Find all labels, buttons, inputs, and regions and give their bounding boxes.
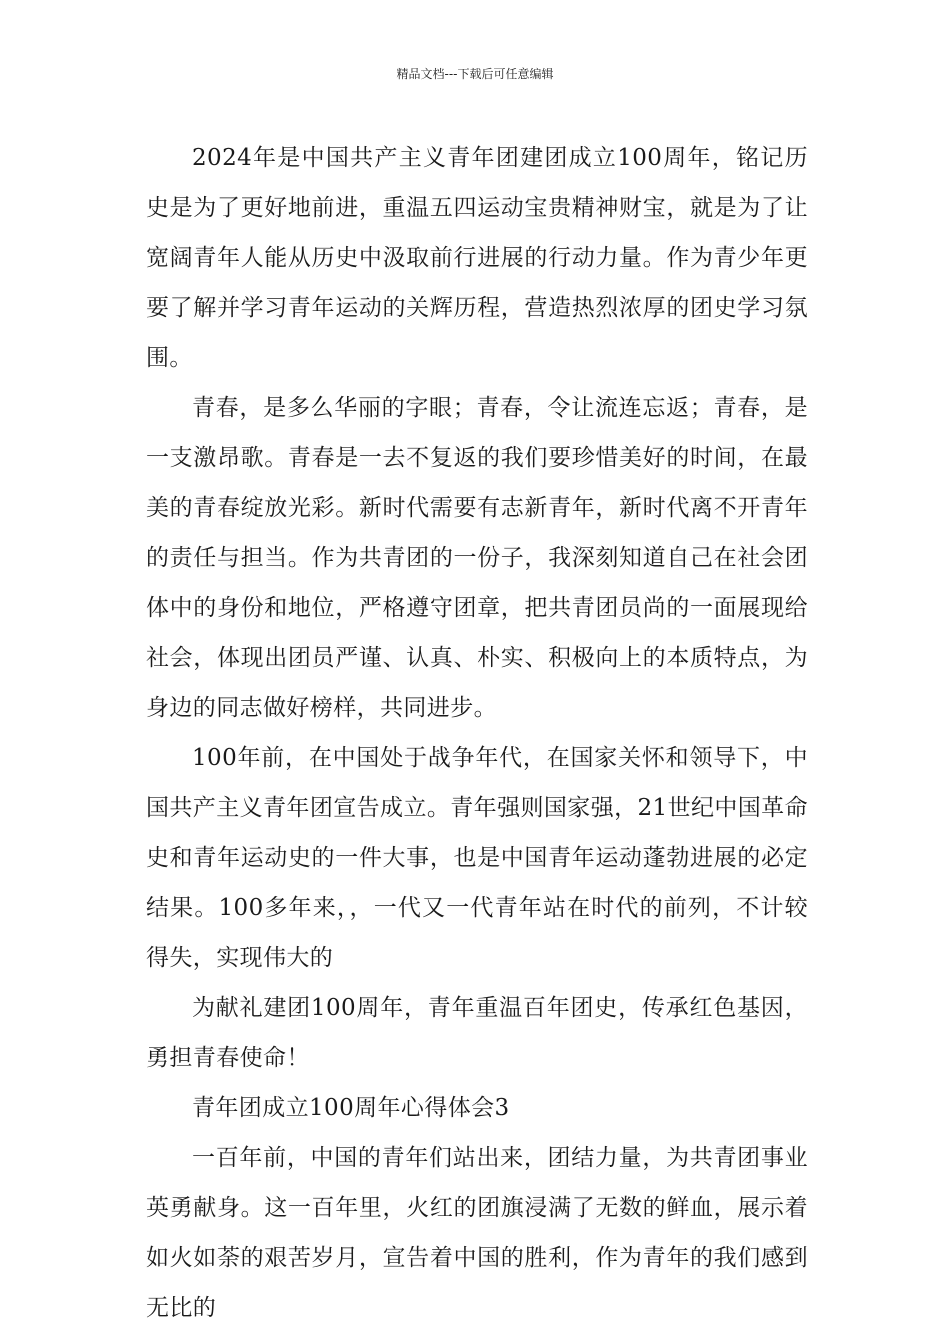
paragraph-history: 100年前，在中国处于战争年代，在国家关怀和领导下，中国共产主义青年团宣告成立。青年强则国家强，21世纪中国革命史和青年运动史的一件大事，也是中国青年运动蓬勃进展的必定结果。100多年来，，一代又一代青年站在时代的前列，不计较得失，实现伟大的: [146, 745, 808, 971]
paragraph-youth: 青春，是多么华丽的字眼；青春，令让流连忘返；青春，是一支激昂歌。青春是一去不复返的我们要珍惜美好的时间，在最美的青春绽放光彩。新时代需要有志新青年，新时代离不开青年的责任与担当。作为共青团的一份子，我深刻知道自己在社会团体中的身份和地位，严格遵守团章，把共青团员尚的一面展现给社会，体现出团员严谨、认真、朴实、积极向上的本质特点，为身边的同志做好榜样，共同进步。: [146, 395, 808, 721]
section-heading: 青年团成立100周年心得体会3: [192, 1095, 510, 1121]
page-header: 精品文档---下载后可任意编辑: [396, 67, 554, 81]
document-body: [146, 133, 808, 1333]
paragraph-tribute: 为献礼建团100周年，青年重温百年团史，传承红色基因，勇担青春使命！: [146, 995, 808, 1071]
paragraph-century: 一百年前，中国的青年们站出来，团结力量，为共青团事业英勇献身。这一百年里，火红的团旗浸满了无数的鲜血，展示着如火如荼的艰苦岁月，宣告着中国的胜利，作为青年的我们感到无比的: [146, 1145, 808, 1321]
paragraph-intro: 2024年是中国共产主义青年团建团成立100周年，铭记历史是为了更好地前进，重温五四运动宝贵精神财宝，就是为了让宽阔青年人能从历史中汲取前行进展的行动力量。作为青少年更要了解并学习青年运动的关辉历程，营造热烈浓厚的团史学习氛围。: [146, 145, 808, 371]
